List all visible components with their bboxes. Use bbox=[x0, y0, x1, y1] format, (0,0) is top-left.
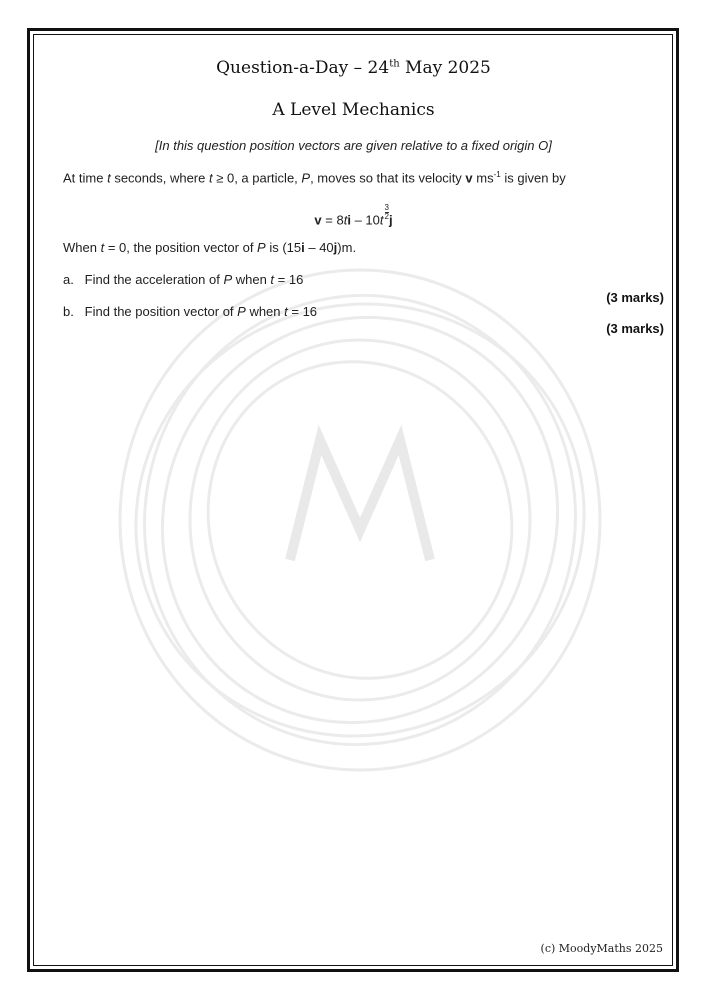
copyright-footer: (c) MoodyMaths 2025 bbox=[540, 942, 663, 955]
velocity-equation: v = 8ti – 10t $\frac{3}{2}$ j bbox=[314, 203, 393, 228]
question-part-b: b. Find the position vector of P when t = 16 bbox=[63, 304, 318, 319]
marks-part-a: (3 marks) bbox=[606, 290, 664, 305]
page-subtitle: A Level Mechanics bbox=[272, 100, 435, 120]
exponent-fraction: $\frac{3}{2}$ bbox=[384, 203, 389, 221]
question-stem: At time t seconds, where t ≥ 0, a particle, P, moves so that its velocity v $ms^{-1}$ is given by bbox=[63, 170, 566, 186]
marks-part-b: (3 marks) bbox=[606, 321, 664, 336]
initial-condition: When t = 0, the position vector of P is (15i – 40j)m. bbox=[63, 240, 357, 255]
question-part-a: a. Find the acceleration of P when t = 16 bbox=[63, 272, 304, 287]
moodymaths-logo-watermark bbox=[100, 240, 620, 800]
question-note: [In this question position vectors are given relative to a fixed origin O] bbox=[155, 138, 552, 153]
page-title: Question-a-Day – 24th May 2025 bbox=[216, 58, 491, 78]
